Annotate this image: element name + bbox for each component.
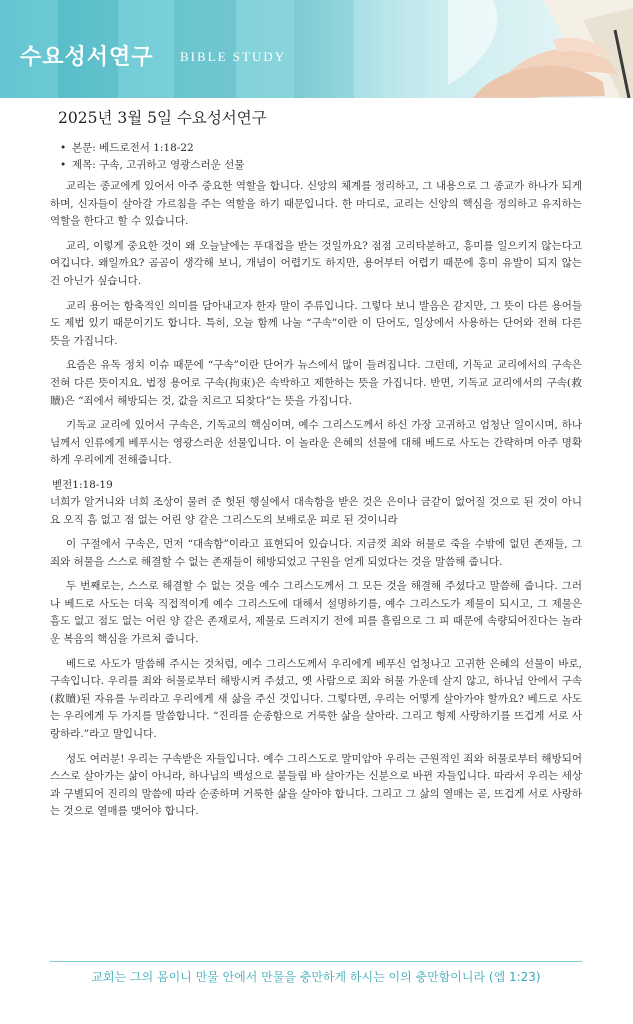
footer-divider xyxy=(50,961,582,962)
paragraph: 이 구절에서 구속은, 먼저 “대속함”이라고 표현되어 있습니다. 지금껏 죄와 허물로 죽을 수밖에 없던 존재들, 그 죄와 허물을 스스로 해결할 수 없는 존재들이 해방되었고 구원을 얻게 되었다는 것을 말씀해 줍니다. xyxy=(50,538,582,568)
paragraph: 교리 용어는 함축적인 의미를 담아내고자 한자 말이 주류입니다. 그렇다 보니 발음은 같지만, 그 뜻이 다른 용어들도 제법 있기 때문이기도 합니다. 특히, 오늘 함께 나눌 “구속”이란 이 단어도, 일상에서 사용하는 단어와 전혀 다른 뜻을 가집니다. xyxy=(50,299,582,347)
scripture-text: 본문: 베드로전서 1:18-22 xyxy=(72,142,194,154)
article xyxy=(50,106,582,828)
footer-verse: 교회는 그의 몸이니 만물 안에서 만물을 충만하게 하시는 이의 충만함이니라 (엡 1:23) xyxy=(91,970,541,984)
bullet-icon: • xyxy=(60,159,67,171)
paragraph: 교리, 이렇게 중요한 것이 왜 오늘날에는 푸대접을 받는 것일까요? 점점 고리타분하고, 흥미를 일으키지 않는다고 여깁니다. 왜일까요? 곰곰이 생각해 보니, 개념이 어렵기도 하지만, 용어부터 어렵기 때문에 흥미 유발이 되지 않는 건 아닌가 싶습니다. xyxy=(50,239,582,287)
verse-text: 너희가 알거니와 너희 조상이 물려 준 헛된 행실에서 대속함을 받은 것은 은이나 금같이 없어질 것으로 된 것이 아니요 오직 흠 없고 점 없는 어린 양 같은 그리스도의 보배로운 피로 된 것이니라 xyxy=(50,495,582,526)
verse-reference: 벧전1:18-19 xyxy=(52,478,113,491)
paragraph: 기독교 교리에 있어서 구속은, 기독교의 핵심이며, 예수 그리스도께서 하신 가장 고귀하고 엄청난 일이시며, 하나님께서 인류에게 베푸시는 영광스러운 선물입니다. 이 놀라운 은혜의 선물에 대해 베드로 사도는 간략하며 아주 명확하게 우리에게 전해줍니다. xyxy=(50,419,582,467)
paragraph: 요즘은 유독 정치 이슈 때문에 “구속”이란 단어가 뉴스에서 많이 들려집니다. 그런데, 기독교 교리에서의 구속은 전혀 다른 뜻이지요. 법정 용어로 구속(拘束)은 속박하고 제한하는 뜻을 가집니다. 반면, 기독교 교리에서의 구속(救贖)은 “죄에서 해방되는 것, 값을 치르고 되찾다”는 뜻을 가집니다. xyxy=(50,359,582,407)
paragraph: 성도 여러분! 우리는 구속받은 자들입니다. 예수 그리스도로 말미암아 우리는 근원적인 죄와 허물로부터 해방되어 스스로 살아가는 삶이 아니라, 하나님의 백성으로 붙들림 바 살아가는 신분으로 바뀐 자들입니다. 따라서 우리는 세상과 구별되어 진리의 말씀에 따라 순종하며 거룩한 삶을 살아야 합니다. 그리고 그 삶의 열매는 곧, 뜨겁게 서로 사랑하는 것으로 열매를 맺어야 합니다. xyxy=(50,752,582,818)
list-item xyxy=(60,140,582,157)
hands-on-bible-illustration xyxy=(433,0,633,98)
header-banner xyxy=(0,0,633,98)
banner-tile xyxy=(354,0,412,98)
page-title: 2025년 3월 5일 수요성서연구 xyxy=(58,109,267,127)
meta-list xyxy=(60,140,582,174)
paragraph: 두 번째로는, 스스로 해결할 수 없는 것을 예수 그리스도께서 그 모든 것을 해결해 주셨다고 말씀해 줍니다. 그러나 베드로 사도는 더욱 직접적이게 예수 그리스도에 대해서 설명하기를, 예수 그리스도가 제물이 되시고, 그 제물은 흠도 없고 점도 없는 어린 양 같은 존재로서, 제물로 드려지기 전에 피를 흘림으로 그 피 때문에 속량되어진다는 놀라운 복음의 핵심을 가르쳐 줍니다. xyxy=(50,580,582,646)
list-item xyxy=(60,157,582,174)
bullet-icon: • xyxy=(60,142,67,154)
paragraph: 베드로 사도가 말씀해 주시는 것처럼, 예수 그리스도께서 우리에게 베푸신 엄청나고 고귀한 은혜의 선물이 바로, 구속입니다. 우리를 죄와 허물로부터 해방시켜 주셨고, 옛 사람으로 죄와 허물 가운데 살지 않고, 하나님 안에서 구속(救贖)된 자유를 누리라고 우리에게 새 삶을 주신 것입니다. 그렇다면, 우리는 어떻게 살아가야 할까요? 베드로 사도는 우리에게 두 가지를 말씀합니다. “진리를 순종함으로 거룩한 삶을 살아라. 그리고 형제 사랑하기를 뜨겁게 서로 사랑하라.”라고 말입니다. xyxy=(50,657,582,741)
sermon-title: 제목: 구속, 고귀하고 영광스러운 선물 xyxy=(72,159,245,171)
paragraph: 교리는 종교에게 있어서 아주 중요한 역할을 합니다. 신앙의 체계를 정리하고, 그 내용으로 그 종교가 하나가 되게 하며, 신자들이 살아갈 가르침을 주는 역할을 하기 때문입니다. 한 마디로, 교리는 신앙의 핵심을 정의하고 유지하는 역할을 한다고 할 수 있습니다. xyxy=(50,180,582,228)
header-title: 수요성서연구 xyxy=(20,45,154,70)
header-subtitle: BIBLE STUDY xyxy=(180,49,287,64)
banner-tile xyxy=(294,0,354,98)
